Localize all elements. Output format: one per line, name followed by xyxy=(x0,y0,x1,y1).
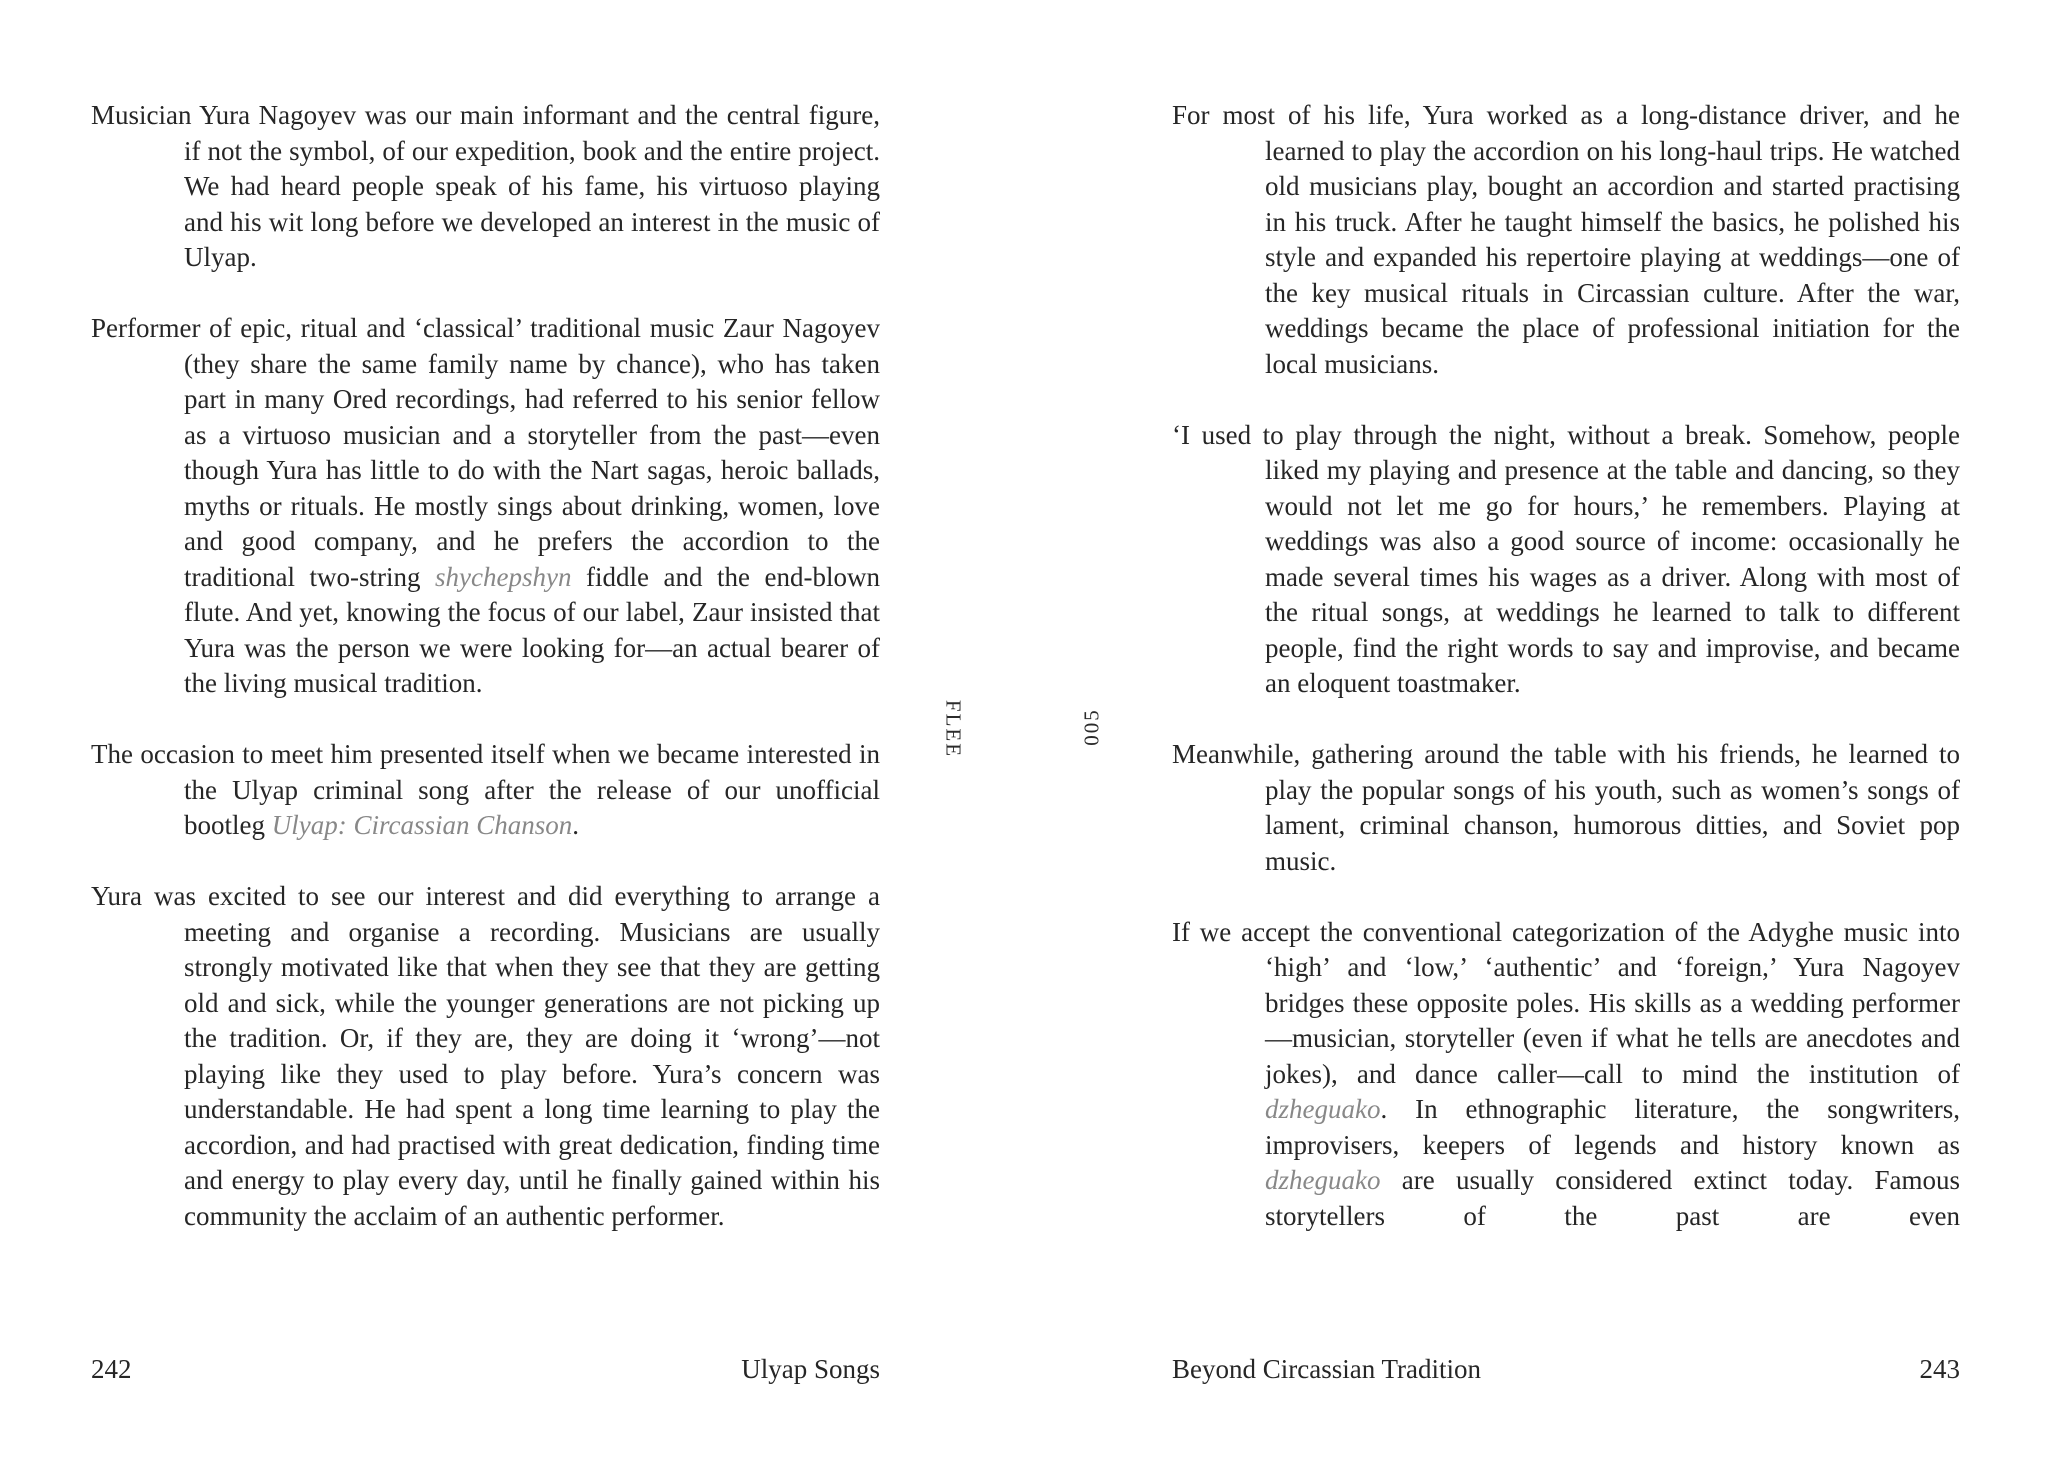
paragraph xyxy=(1172,418,1960,702)
paragraph xyxy=(91,311,880,702)
paragraph xyxy=(91,879,880,1234)
page-number-right: 243 xyxy=(1919,1354,1960,1384)
spine-series-label: FLEE xyxy=(941,699,966,759)
body-text: Yura was excited to see our interest and did everything to arrange a meeting and organise a recording. Musicians are usually strongly motivated like that when they see that they are getting old and sick, while the younger generations are not picking up the tradition. Or, if they are, they are doing it ‘wrong’—not playing like they used to play before. Yura’s concern was understandable. He had spent a long time learning to play the accordion, and had practised with great dedication, finding time and energy to play every day, until he finally gained within his community the acclaim of an authentic performer. xyxy=(91,881,880,1231)
paragraph xyxy=(1172,737,1960,879)
spine-issue-number: 005 xyxy=(1079,708,1104,746)
left-text-column xyxy=(91,98,880,1234)
accent-term: Ulyap: Circassian Chanson xyxy=(271,810,573,840)
left-footer xyxy=(91,1354,880,1385)
body-text: . xyxy=(572,810,580,840)
body-text: fiddle and the end-blown flute. And yet, knowing the focus of our label, Zaur insisted that Yura was the person we were looking for—an actual bearer of the living musical tradition. xyxy=(184,561,880,698)
page-number-left: 242 xyxy=(91,1354,132,1384)
paragraph xyxy=(1172,915,1960,1235)
right-footer xyxy=(1172,1354,1960,1385)
accent-term: dzheguako xyxy=(1265,1165,1381,1195)
paragraph xyxy=(91,737,880,844)
body-text: The occasion to meet him presented itself when we became interested in the Ulyap criminal song after the release of our unofficial bootleg xyxy=(91,739,880,840)
body-text: . In ethnographic literature, the songwriters, improvisers, keepers of legends and history known as xyxy=(1265,1094,1960,1160)
body-text: Performer of epic, ritual and ‘classical’ traditional music Zaur Nagoyev (they share the same family name by chance), who has taken part in many Ored recordings, had referred to his senior fellow as a virtuoso musician and a storyteller from the past—even though Yura has little to do with the Nart sagas, heroic ballads, myths or rituals. He mostly sings about drinking, women, love and good company, and he prefers the accordion to the traditional two-string xyxy=(91,313,880,592)
body-text: For most of his life, Yura worked as a long-distance driver, and he learned to play the accordion on his long-haul trips. He watched old musicians play, bought an accordion and started practising in his truck. After he taught himself the basics, he polished his style and expanded his repertoire playing at weddings—one of the key musical rituals in Circassian culture. After the war, weddings became the place of professional initiation for the local musicians. xyxy=(1172,100,1960,379)
paragraph xyxy=(91,98,880,276)
body-text: ‘I used to play through the night, without a break. Somehow, people liked my playing and presence at the table and dancing, so they would not let me go for hours,’ he remembers. Playing at weddings was also a good source of income: occasionally he made several times his wages as a driver. Along with most of the ritual songs, at weddings he learned to talk to different people, find the right words to say and improvise, and became an eloquent toastmaker. xyxy=(1172,419,1960,698)
right-text-column xyxy=(1172,98,1960,1234)
running-title-right: Beyond Circassian Tradition xyxy=(1172,1354,1481,1384)
body-text: Musician Yura Nagoyev was our main informant and the central figure, if not the symbol, of our expedition, book and the entire project. We had heard people speak of his fame, his virtuoso playing and his wit long before we developed an interest in the music of Ulyap. xyxy=(91,100,880,272)
running-title-left: Ulyap Songs xyxy=(741,1354,880,1384)
body-text: are usually considered extinct today. Famous storytellers of the past are even xyxy=(1265,1165,1960,1231)
accent-term: dzheguako xyxy=(1265,1094,1381,1124)
paragraph xyxy=(1172,98,1960,382)
body-text: If we accept the conventional categorization of the Adyghe music into ‘high’ and ‘low,’ ‘authentic’ and ‘foreign,’ Yura Nagoyev bridges these opposite poles. His skills as a wedding performer—musician, storyteller (even if what he tells are anecdotes and jokes), and dance caller—call to mind the institution of xyxy=(1172,916,1960,1089)
accent-term: shychepshyn xyxy=(435,561,572,592)
body-text: Meanwhile, gathering around the table with his friends, he learned to play the popular songs of his youth, such as women’s songs of lament, criminal chanson, humorous ditties, and Soviet pop music. xyxy=(1172,739,1960,876)
